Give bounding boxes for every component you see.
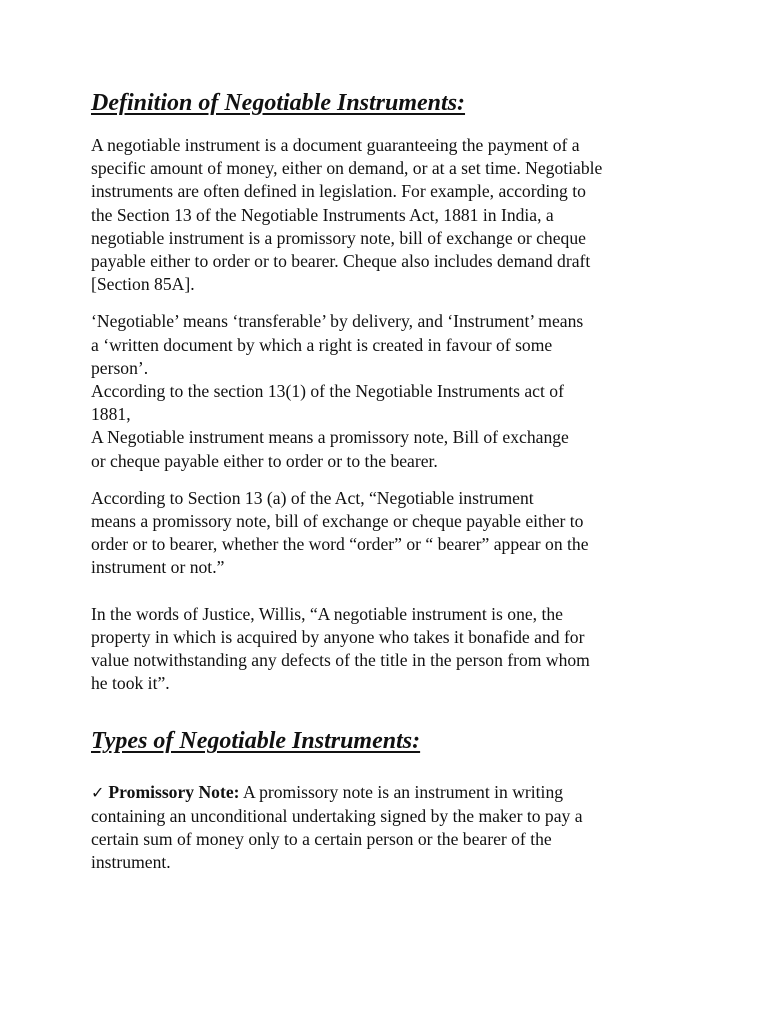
definition-promissory-note: A promissory note is an instrument in writing containing an unconditional undertaking signed by the maker to pay a certain sum of money only to a certain person or the bearer of the instrument.: [91, 782, 583, 873]
paragraph-definition: A negotiable instrument is a document guaranteeing the payment of a specific amount of money, either on demand, or at a set time. Negotiable instruments are often defined in legislation. For example, according to the Section 13 of the Negotiable Instruments Act, 1881 in India, a negotiable instrument is a promissory note, bill of exchange or cheque payable either to order or to bearer. Cheque also includes demand draft [Section 85A].: [91, 135, 603, 295]
heading-definition: Definition of Negotiable Instruments:: [91, 90, 466, 116]
paragraph-section-13a: According to Section 13 (a) of the Act, “Negotiable instrument means a promissory note, bill of exchange or cheque payable either to order or to bearer, whether the word “order” or “ bearer” appear on the instrument or not.”: [91, 487, 589, 578]
heading-types: Types of Negotiable Instruments:: [91, 728, 421, 755]
checkmark-icon: ✓: [91, 783, 105, 803]
list-item-promissory-note: [91, 781, 691, 874]
document-page: [91, 88, 691, 874]
paragraph-meaning: ‘Negotiable’ means ‘transferable’ by delivery, and ‘Instrument’ means a ‘written document by which a right is created in favour of some person’. According to the section 13(1) of the Negotiable Instruments act of 1881, A Negotiable instrument means a promissory note, Bill of exchange or cheque payable either to order or to the bearer.: [91, 311, 584, 471]
paragraph-willis-quote: In the words of Justice, Willis, “A negotiable instrument is one, the property in which is acquired by anyone who takes it bonafide and for value notwithstanding any defects of the title in the person from whom he took it”.: [91, 603, 590, 694]
term-promissory-note: Promissory Note:: [108, 782, 240, 803]
